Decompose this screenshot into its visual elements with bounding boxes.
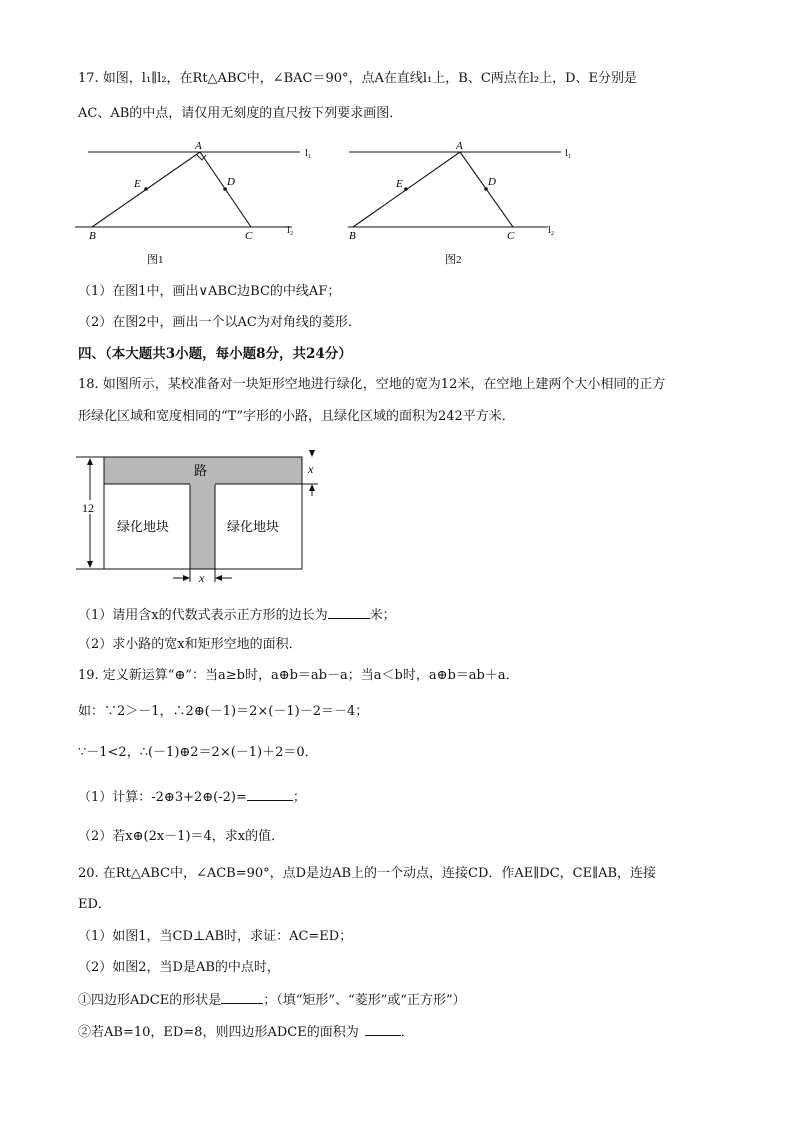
q19-part1 [78, 787, 306, 807]
fig2-label-A: A [456, 140, 463, 152]
fig1-label-A: A [195, 140, 202, 152]
section-heading: 四、（本大题共3小题，每小题8分，共24分） [78, 346, 352, 362]
q20-part1: （1）如图1，当CD⊥AB时，求证：AC=ED； [78, 929, 353, 944]
q18-part1-unit: 米； [369, 608, 396, 623]
q20-sub2-text: ②若AB=10，ED=8，则四边形ADCE的面积为 [78, 1025, 359, 1040]
q20-sub2-end: ． [400, 1025, 414, 1040]
q17-part1: （1）在图1中，画出∨ABC边BC的中线AF； [78, 284, 341, 299]
fig1-label-D: D [227, 176, 235, 188]
q17-line2: AC、AB的中点，请仅用无刻度的直尺按下列要求画图． [78, 106, 403, 121]
q18-x-bottom-label: x [199, 571, 205, 585]
q19-line1: 19. 定义新运算“⊕”：当a≥b时，a⊕b＝ab－a；当a＜b时，a⊕b＝ab＋a． [78, 668, 519, 683]
q17-part2: （2）在图2中，画出一个以AC为对角线的菱形． [78, 315, 361, 330]
q20-line1: 20. 在Rt△ABC中，∠ACB=90°，点D是边AB上的一个动点，连接CD．作AE∥DC，CE∥AB，连接 [78, 866, 657, 881]
q18-answer-blank[interactable] [328, 605, 370, 619]
q18-figure [70, 450, 340, 590]
fig1-label-l1: l₁ [305, 148, 312, 159]
q18-right-block-label: 绿化地块 [227, 519, 280, 534]
q20-sub1-hint: ；（填“矩形”、“菱形”或“正方形”） [263, 993, 466, 1008]
q18-line2: 形绿化区域和宽度相同的“T”字形的小路，且绿化区域的面积为242平方米． [78, 409, 515, 424]
q20-sub1 [78, 990, 466, 1010]
q18-line1: 18. 如图所示，某校准备对一块矩形空地进行绿化，空地的宽为12米，在空地上建两个大小相同的正方 [78, 377, 666, 392]
q19-example2: ∵－1<2，∴(－1)⊕2＝2×(－1)＋2＝0． [78, 745, 318, 760]
q18-part2: （2）求小路的宽x和矩形空地的面积． [78, 637, 302, 652]
q20-area-blank[interactable] [365, 1022, 401, 1036]
fig1-caption: 图1 [147, 254, 164, 266]
q20-shape-blank[interactable] [221, 990, 263, 1004]
fig2-caption: 图2 [445, 254, 462, 266]
q19-answer-blank[interactable] [247, 787, 293, 801]
fig2-label-B: B [349, 230, 356, 242]
q19-part1-end: ； [292, 790, 306, 805]
fig2-label-l2: l₂ [548, 225, 555, 236]
q18-height-label: 12 [82, 501, 94, 515]
fig1-label-l2: l₂ [287, 225, 294, 236]
fig1-label-B: B [89, 230, 96, 242]
q18-road-label: 路 [194, 463, 208, 478]
fig2-label-l1: l₁ [565, 148, 572, 159]
q17-line1: 17. 如图，l₁∥l₂，在Rt△ABC中，∠BAC＝90°，点A在直线l₁上，B、C两点在l₂上，D、E分别是 [78, 71, 638, 86]
q19-example1: 如：∵2＞－1，∴2⊕(－1)＝2×(－1)－2＝－4； [78, 704, 369, 719]
fig1-label-E: E [134, 178, 141, 190]
q19-part1-text: （1）计算：-2⊕3+2⊕(-2)= [78, 790, 247, 805]
q20-line2: ED． [78, 897, 111, 912]
q20-part2: （2）如图2，当D是AB的中点时， [78, 960, 280, 975]
q18-part1 [78, 605, 396, 625]
q20-sub1-text: ①四边形ADCE的形状是 [78, 993, 222, 1008]
q18-part1-text: （1）请用含x的代数式表示正方形的边长为 [78, 608, 328, 623]
q17-figure2 [343, 138, 583, 268]
q20-sub2 [78, 1022, 414, 1042]
fig1-label-C: C [245, 230, 253, 242]
fig2-label-D: D [488, 176, 496, 188]
q17-figure1 [70, 138, 330, 268]
q18-left-block-label: 绿化地块 [117, 519, 170, 534]
fig2-label-C: C [507, 230, 515, 242]
q19-part2: （2）若x⊕(2x－1)＝4，求x的值． [78, 829, 285, 844]
fig2-label-E: E [396, 178, 403, 190]
q18-x-top-label: x [308, 462, 314, 476]
